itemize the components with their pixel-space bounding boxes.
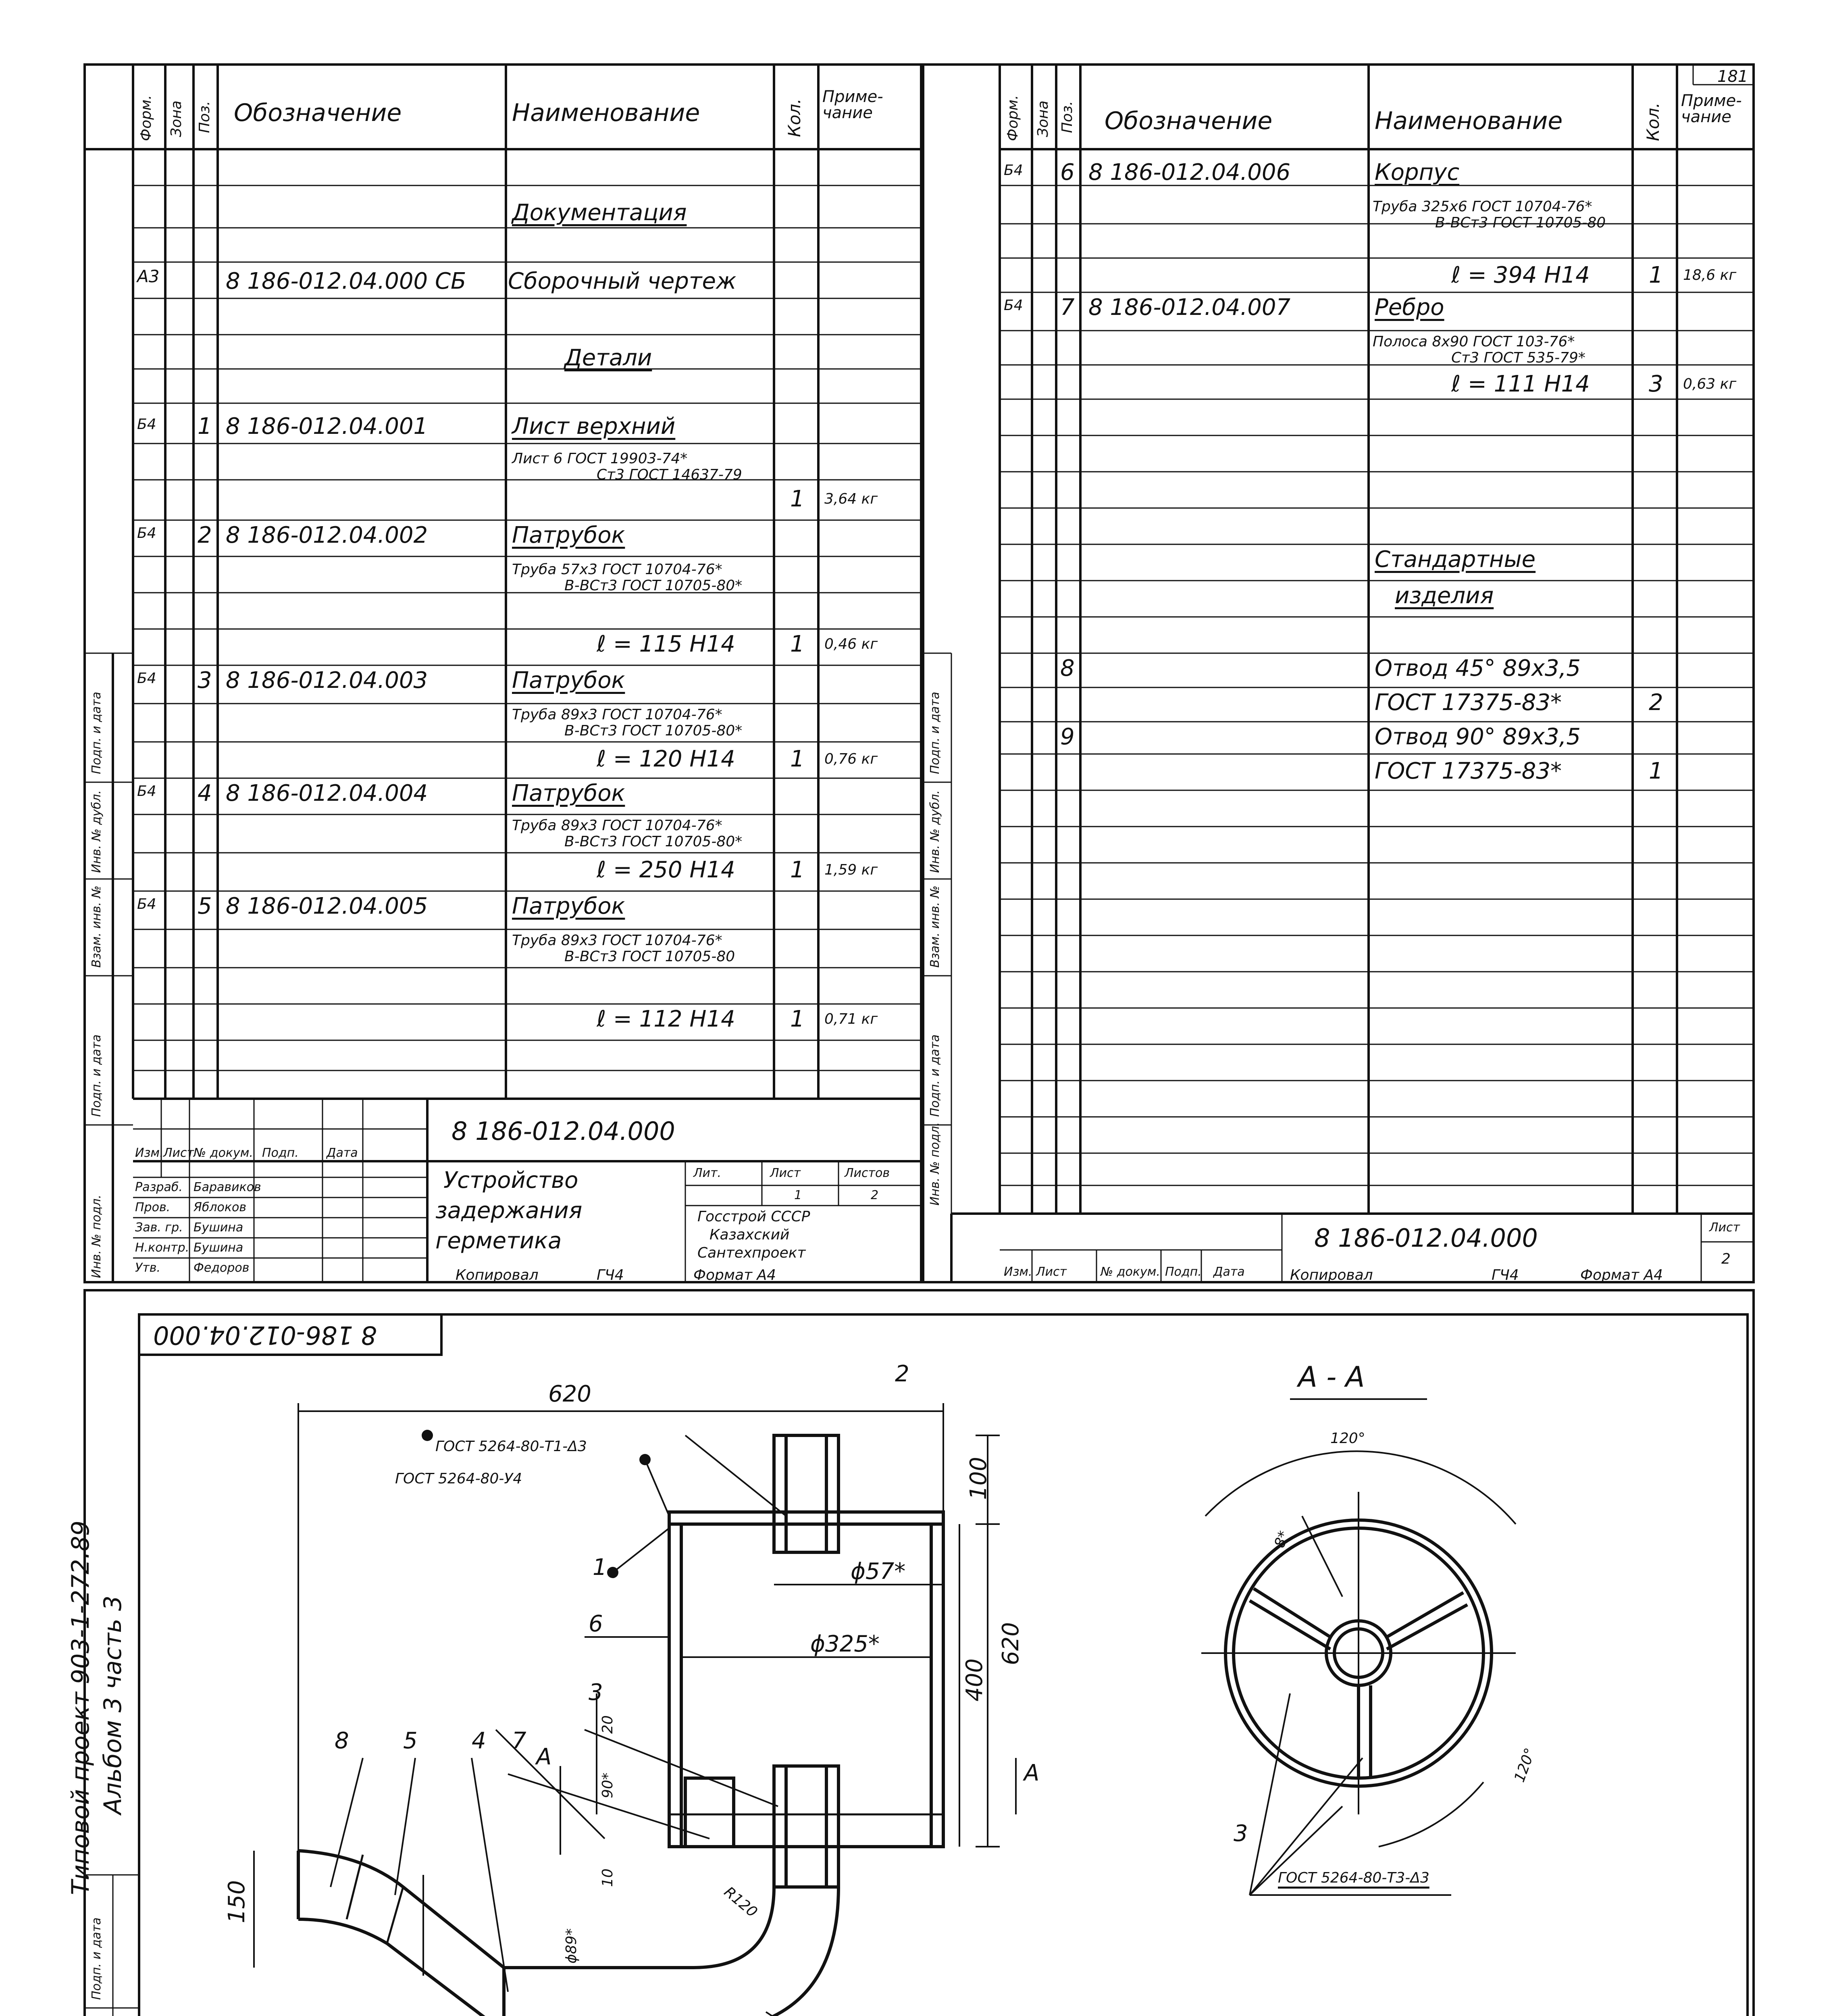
spec2-row-code: 8 186-012.04.007 — [1088, 294, 1291, 321]
spec2-header-designation: Обозначение — [1105, 107, 1273, 135]
spec1-row-code: 8 186-012.04.005 — [226, 893, 428, 919]
spec1-row-fmt: Б4 — [137, 896, 156, 912]
spec2-row-name: Ребро — [1375, 294, 1444, 321]
dim-10: 10 — [599, 1868, 616, 1887]
spec1-row-mat2: В-ВСт3 ГОСТ 10705-80* — [564, 723, 743, 739]
spec1-row-fmt: Б4 — [137, 525, 156, 541]
spec1-row-mass: 3,64 кг — [824, 491, 878, 507]
spec1-row-pos: 1 — [198, 413, 212, 439]
spec1-tb-role: Утв. — [135, 1261, 160, 1275]
spec1-tb-copied: Копировал — [456, 1267, 539, 1283]
spec2-tb-format: Формат А4 — [1580, 1267, 1663, 1283]
spec1-row-mat2: В-ВСт3 ГОСТ 10705-80* — [564, 833, 743, 850]
spec1-tb-org3: Сантехпроект — [697, 1245, 806, 1261]
spec2-header-qty: Кол. — [1643, 102, 1663, 141]
spec1-tb-sheets-no: 2 — [871, 1188, 879, 1202]
spec1-tb-col: Подп. — [262, 1146, 299, 1160]
spec1-tb-format: Формат А4 — [693, 1267, 776, 1283]
margin-label: Инв. № дубл. — [89, 790, 104, 873]
spec1-row-mass: 0,46 кг — [824, 636, 878, 652]
dim-620-top: 620 — [548, 1381, 591, 1407]
spec1-row-len: ℓ = 112 H14 — [597, 1006, 735, 1032]
spec1-tb-col: Лист — [163, 1146, 194, 1160]
spec2-row-fmt: Б4 — [1004, 297, 1023, 314]
spec2-header-name: Наименование — [1375, 107, 1563, 135]
spec1-header-zone: Зона — [168, 100, 185, 137]
spec1-row-code: 8 186-012.04.003 — [226, 667, 428, 694]
spec1-tb-name: Федоров — [193, 1261, 250, 1275]
spec1-header-designation: Обозначение — [234, 99, 402, 127]
spec1-row-len: ℓ = 250 H14 — [597, 857, 735, 883]
spec2-row-mass: 18,6 кг — [1683, 267, 1737, 283]
spec2-tb-copied: Копировал — [1290, 1267, 1373, 1283]
spec1-row-code: 8 186-012.04.002 — [226, 522, 428, 548]
spec2-tb-col: Изм. — [1004, 1265, 1032, 1279]
margin-label: Подп. и дата — [89, 691, 104, 774]
spec1-header-format: Форм. — [138, 95, 154, 141]
spec1-tb-role: Н.контр. — [135, 1241, 189, 1255]
spec2-row-code: 8 186-012.04.006 — [1088, 159, 1291, 185]
spec1-row-pos: 5 — [198, 893, 212, 919]
spec2-std-qty: 2 — [1649, 689, 1663, 716]
spec2-section-std1: Стандартные — [1375, 546, 1536, 573]
project-line2: Альбом 3 часть 3 — [99, 1595, 127, 1814]
spec2-header-note: Приме-чание — [1681, 92, 1742, 126]
spec1-row-qty: 1 — [790, 857, 805, 883]
spec2-std-gost: ГОСТ 17375-83* — [1375, 758, 1562, 784]
spec1-tb-sheet-no: 1 — [794, 1188, 802, 1202]
spec1-row-pos: 2 — [198, 522, 212, 548]
spec2-std-gost: ГОСТ 17375-83* — [1375, 689, 1562, 716]
spec1-row-len: ℓ = 120 H14 — [597, 746, 735, 772]
spec1-section-docs: Документация — [512, 200, 687, 226]
spec2-tb-sheet-no: 2 — [1721, 1251, 1731, 1267]
spec2-row-len: ℓ = 394 H14 — [1451, 262, 1590, 288]
spec1-row-mat2: В-ВСт3 ГОСТ 10705-80* — [564, 577, 743, 594]
spec1-row-mat2: В-ВСт3 ГОСТ 10705-80 — [564, 948, 735, 965]
dim-d325: ϕ325* — [810, 1631, 880, 1657]
callout-7: 7 — [512, 1728, 526, 1754]
spec1-row-pos: 3 — [198, 667, 212, 694]
spec2-tb-col: Лист — [1036, 1265, 1067, 1279]
spec1-tb-col: № докум. — [193, 1146, 253, 1160]
page-number: 181 — [1717, 67, 1748, 86]
spec2-row-mat2: Ст3 ГОСТ 535-79* — [1451, 350, 1585, 366]
spec1-tb-gch: ГЧ4 — [597, 1267, 624, 1283]
spec1-tb-name: Бушина — [193, 1220, 243, 1235]
dim-150: 150 — [224, 1880, 250, 1923]
spec2-row-mat1: Полоса 8х90 ГОСТ 103-76* — [1373, 333, 1575, 350]
spec1-tb-title1: Устройство — [443, 1167, 578, 1193]
spec1-tb-role: Зав. гр. — [135, 1220, 183, 1235]
gost-weld-2: ГОСТ 5264-80-У4 — [395, 1470, 522, 1487]
spec2-tb-gch: ГЧ4 — [1492, 1267, 1519, 1283]
section-gost: ГОСТ 5264-80-Т3-Δ3 — [1278, 1870, 1429, 1886]
spec2-row-mat2: В-ВСт3 ГОСТ 10705-80 — [1435, 215, 1606, 231]
spec1-row-pos: 4 — [198, 780, 212, 806]
spec1-tb-name: Бушина — [193, 1241, 243, 1255]
callout-8: 8 — [335, 1728, 349, 1754]
dim-620-right: 620 — [998, 1622, 1024, 1665]
spec1-tb-col: Дата — [327, 1146, 358, 1160]
dim-d89: ϕ89* — [563, 1928, 580, 1964]
margin-label: Взам. инв. № — [89, 885, 104, 968]
spec2-std-qty: 1 — [1649, 758, 1663, 784]
spec1-row-qty: 1 — [790, 631, 805, 657]
margin-label: Подп. и дата — [89, 1034, 104, 1117]
spec1-tb-name: Яблоков — [193, 1200, 247, 1214]
project-line1: Типовой проект 903-1-272.89 — [67, 1520, 95, 1895]
spec2-row-mass: 0,63 кг — [1683, 376, 1737, 392]
spec1-assembly-code: 8 186-012.04.000 СБ — [226, 268, 466, 294]
spec2-row-qty: 1 — [1649, 262, 1663, 288]
spec1-row-len: ℓ = 115 H14 — [597, 631, 735, 657]
spec2-tb-sheet-label: Лист — [1709, 1220, 1740, 1235]
spec2-header-pos: Поз. — [1059, 101, 1076, 133]
gost-weld-1: ГОСТ 5264-80-Т1-Δ3 — [435, 1438, 587, 1455]
section-callout-3: 3 — [1234, 1820, 1248, 1847]
spec1-row-code: 8 186-012.04.001 — [226, 413, 428, 439]
callout-5: 5 — [403, 1728, 418, 1754]
margin-label: Взам. инв. № — [928, 885, 942, 968]
margin-label: Подп. и дата — [928, 691, 942, 774]
spec2-tb-col: Дата — [1213, 1265, 1245, 1279]
spec1-row-mass: 0,71 кг — [824, 1011, 878, 1027]
spec1-tb-title2: задержания — [435, 1198, 583, 1224]
spec1-row-mat1: Труба 89х3 ГОСТ 10704-76* — [512, 706, 722, 723]
spec1-assembly-format: А3 — [137, 267, 160, 286]
spec1-row-mass: 1,59 кг — [824, 862, 878, 878]
spec1-row-name: Патрубок — [512, 667, 625, 694]
spec1-tb-title3: герметика — [435, 1228, 562, 1254]
drawing-mirrored-code: 8 186-012.04.000 — [153, 1320, 377, 1350]
spec2-row-pos: 7 — [1060, 294, 1075, 321]
spec1-tb-sheet: Лист — [770, 1166, 801, 1180]
spec1-tb-sheets: Листов — [845, 1166, 890, 1180]
spec1-row-name: Патрубок — [512, 522, 625, 548]
dim-r120: R120 — [721, 1883, 761, 1921]
spec2-header-format: Форм. — [1005, 95, 1021, 141]
spec1-tb-role: Пров. — [135, 1200, 171, 1214]
spec1-row-name: Патрубок — [512, 893, 625, 919]
section-mark-right: А — [1024, 1760, 1040, 1786]
dim-20: 20 — [599, 1715, 616, 1734]
section-title: А - А — [1298, 1360, 1365, 1393]
spec2-std-name: Отвод 45° 89х3,5 — [1375, 655, 1581, 681]
spec1-header-note: Приме-чание — [822, 87, 883, 122]
spec2-std-pos: 9 — [1060, 724, 1075, 750]
spec1-assembly-name: Сборочный чертеж — [508, 268, 737, 294]
spec2-section-std2: изделия — [1395, 583, 1494, 609]
dim-400: 400 — [961, 1658, 988, 1702]
spec1-row-name: Лист верхний — [512, 413, 676, 439]
spec2-row-mat1: Труба 325х6 ГОСТ 10704-76* — [1373, 198, 1592, 215]
margin-label: Подп. и дата — [928, 1034, 942, 1117]
spec1-row-name: Патрубок — [512, 780, 625, 806]
spec1-section-parts: Детали — [564, 345, 652, 371]
dim-d57: ϕ57* — [851, 1558, 906, 1585]
spec2-std-pos: 8 — [1060, 655, 1075, 681]
spec2-tb-col: № докум. — [1101, 1265, 1160, 1279]
margin-label: Инв. № подл. — [89, 1195, 104, 1278]
spec1-row-code: 8 186-012.04.004 — [226, 780, 428, 806]
spec1-tb-org1: Госстрой СССР — [697, 1208, 810, 1225]
spec1-tb-role: Разраб. — [135, 1180, 183, 1194]
spec1-row-fmt: Б4 — [137, 416, 156, 433]
spec1-row-mass: 0,76 кг — [824, 751, 878, 767]
spec2-tb-code: 8 186-012.04.000 — [1314, 1223, 1538, 1253]
dim-90: 90* — [599, 1772, 616, 1798]
callout-2: 2 — [895, 1361, 909, 1387]
section-angle-bottom: 120° — [1511, 1746, 1539, 1785]
margin-label: Инв. № подл. — [928, 1122, 942, 1206]
spec1-tb-org2: Казахский — [709, 1227, 790, 1243]
spec1-row-mat1: Лист 6 ГОСТ 19903-74* — [512, 450, 688, 467]
spec1-tb-name: Баравиков — [193, 1180, 261, 1194]
spec1-header-name: Наименование — [512, 99, 700, 127]
spec1-header-pos: Поз. — [196, 101, 213, 133]
spec1-row-mat1: Труба 89х3 ГОСТ 10704-76* — [512, 817, 722, 834]
spec1-row-qty: 1 — [790, 1006, 805, 1032]
callout-4: 4 — [472, 1728, 486, 1754]
spec1-tb-code: 8 186-012.04.000 — [451, 1116, 675, 1146]
margin-label: Инв. № дубл. — [928, 790, 942, 873]
dim-100: 100 — [965, 1457, 992, 1500]
spec2-tb-col: Подп. — [1165, 1265, 1202, 1279]
spec1-row-qty: 1 — [790, 746, 805, 772]
spec1-header-qty: Кол. — [784, 98, 804, 137]
margin-label: Подп. и дата — [89, 1917, 104, 2000]
spec2-row-len: ℓ = 111 H14 — [1451, 371, 1590, 397]
spec2-row-fmt: Б4 — [1004, 162, 1023, 179]
spec2-std-name: Отвод 90° 89х3,5 — [1375, 724, 1581, 750]
section-mark-left: А — [536, 1744, 552, 1770]
spec1-tb-lit: Лит. — [693, 1166, 722, 1180]
spec1-tb-col: Изм. — [135, 1146, 164, 1160]
spec1-row-qty: 1 — [790, 486, 805, 512]
spec2-header-zone: Зона — [1035, 100, 1051, 137]
callout-1: 1 — [593, 1554, 607, 1581]
section-dim-8: 8* — [1271, 1529, 1293, 1550]
spec1-row-mat1: Труба 89х3 ГОСТ 10704-76* — [512, 932, 722, 949]
spec2-row-qty: 3 — [1649, 371, 1663, 397]
callout-6: 6 — [589, 1611, 603, 1637]
spec1-row-fmt: Б4 — [137, 783, 156, 800]
spec1-row-fmt: Б4 — [137, 670, 156, 687]
spec2-row-pos: 6 — [1060, 159, 1075, 185]
section-angle-top: 120° — [1330, 1430, 1365, 1447]
spec1-row-mat1: Труба 57х3 ГОСТ 10704-76* — [512, 561, 722, 578]
spec1-row-mat2: Ст3 ГОСТ 14637-79 — [597, 467, 742, 483]
callout-3: 3 — [589, 1679, 603, 1706]
spec2-row-name: Корпус — [1375, 159, 1460, 185]
